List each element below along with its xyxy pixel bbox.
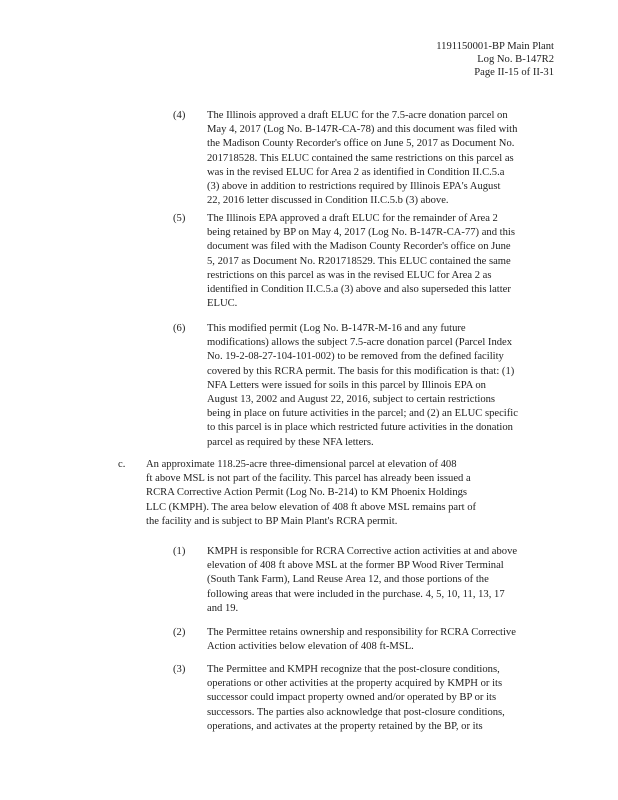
text-line: identified in Condition II.C.5.a (3) above and also superseded this latter xyxy=(207,284,511,296)
text-line: Action activities below elevation of 408 ft-MSL. xyxy=(207,641,414,653)
text-line: RCRA Corrective Action Permit (Log No. B-214) to KM Phoenix Holdings xyxy=(146,487,468,499)
text-line: ft above MSL is not part of the facility. This parcel has already been issued a xyxy=(146,473,471,485)
text-line: being in place on future activities in the parcel; and (2) an ELUC specific xyxy=(207,408,518,420)
text-line: being retained by BP on May 4, 2017 (Log No. B-147R-CA-77) and this xyxy=(207,227,515,239)
item-number: (3) xyxy=(173,664,186,675)
text-line: August 13, 2002 and August 22, 2016, subject to certain restrictions xyxy=(207,394,496,406)
item-number: (1) xyxy=(173,546,186,557)
item-number: (5) xyxy=(173,213,186,224)
item-text xyxy=(207,663,505,734)
text-line: (3) above in addition to restrictions required by Illinois EPA's August xyxy=(207,181,501,193)
text-line: LLC (KMPH). The area below elevation of 408 ft above MSL remains part of xyxy=(146,501,477,513)
text-line: The Permittee retains ownership and responsibility for RCRA Corrective xyxy=(207,627,516,638)
item-text xyxy=(207,545,517,616)
item-number: (4) xyxy=(173,110,186,121)
text-line: 5, 2017 as Document No. R201718529. This ELUC contained the same xyxy=(207,255,511,267)
text-line: The Permittee and KMPH recognize that the post-closure conditions, xyxy=(207,664,500,675)
text-line: KMPH is responsible for RCRA Corrective action activities at and above xyxy=(207,546,518,557)
permit-id: 1191150001-BP Main Plant xyxy=(436,41,554,52)
text-line: following areas that were included in the purchase. 4, 5, 10, 11, 13, 17 xyxy=(207,588,505,600)
text-line: operations or other activities at the property acquired by KMPH or its xyxy=(207,678,503,690)
log-number: Log No. B-147R2 xyxy=(477,54,554,65)
item-number: (2) xyxy=(173,627,186,638)
page-header xyxy=(436,40,554,79)
text-line: to this parcel is in place which restricted future activities in the donation xyxy=(207,422,513,434)
text-line: This modified permit (Log No. B-147R-M-16 and any future xyxy=(207,323,466,334)
item-number: (6) xyxy=(173,323,186,334)
text-line: operations, and activates at the property retained by the BP, or its xyxy=(207,720,483,732)
text-line: 201718528. This ELUC contained the same restrictions on this parcel as xyxy=(207,152,514,164)
text-line: May 4, 2017 (Log No. B-147R-CA-78) and this document was filed with xyxy=(207,124,518,136)
text-line: was in the revised ELUC for Area 2 as identified in Condition II.C.5.a xyxy=(207,166,505,178)
text-line: and 19. xyxy=(207,602,239,614)
text-line: ELUC. xyxy=(207,298,238,310)
text-line: the facility and is subject to BP Main Plant's RCRA permit. xyxy=(146,515,398,527)
text-line: (South Tank Farm), Land Reuse Area 12, and those portions of the xyxy=(207,574,489,586)
text-line: NFA Letters were issued for soils in this parcel by Illinois EPA on xyxy=(207,379,486,391)
text-line: No. 19-2-08-27-104-101-002) to be removed from the defined facility xyxy=(207,351,504,363)
text-line: 22, 2016 letter discussed in Condition II.C.5.b (3) above. xyxy=(207,195,449,207)
text-line: elevation of 408 ft above MSL at the former BP Wood River Terminal xyxy=(207,560,504,572)
item-text xyxy=(146,458,476,529)
item-text xyxy=(207,626,516,654)
text-line: modifications) allows the subject 7.5-acre donation parcel (Parcel Index xyxy=(207,337,513,349)
text-line: An approximate 118.25-acre three-dimensional parcel at elevation of 408 xyxy=(146,459,457,470)
item-text xyxy=(207,212,515,311)
page-number: Page II-15 of II-31 xyxy=(474,67,554,78)
text-line: covered by this RCRA permit. The basis for this modification is that: (1) xyxy=(207,365,515,377)
text-line: restrictions on this parcel as was in the revised ELUC for Area 2 as xyxy=(207,269,492,281)
text-line: the Madison County Recorder's office on June 5, 2017 as Document No. xyxy=(207,138,515,150)
text-line: successor could impact property owned and/or operated by BP or its xyxy=(207,692,497,704)
item-number: c. xyxy=(118,459,126,470)
item-text xyxy=(207,109,517,208)
text-line: parcel as required by these NFA letters. xyxy=(207,436,374,448)
text-line: The Illinois approved a draft ELUC for the 7.5-acre donation parcel on xyxy=(207,110,508,121)
text-line: document was filed with the Madison County Recorder's office on June xyxy=(207,241,511,253)
item-text xyxy=(207,322,518,450)
text-line: successors. The parties also acknowledge that post-closure conditions, xyxy=(207,706,505,718)
text-line: The Illinois EPA approved a draft ELUC for the remainder of Area 2 xyxy=(207,213,498,224)
